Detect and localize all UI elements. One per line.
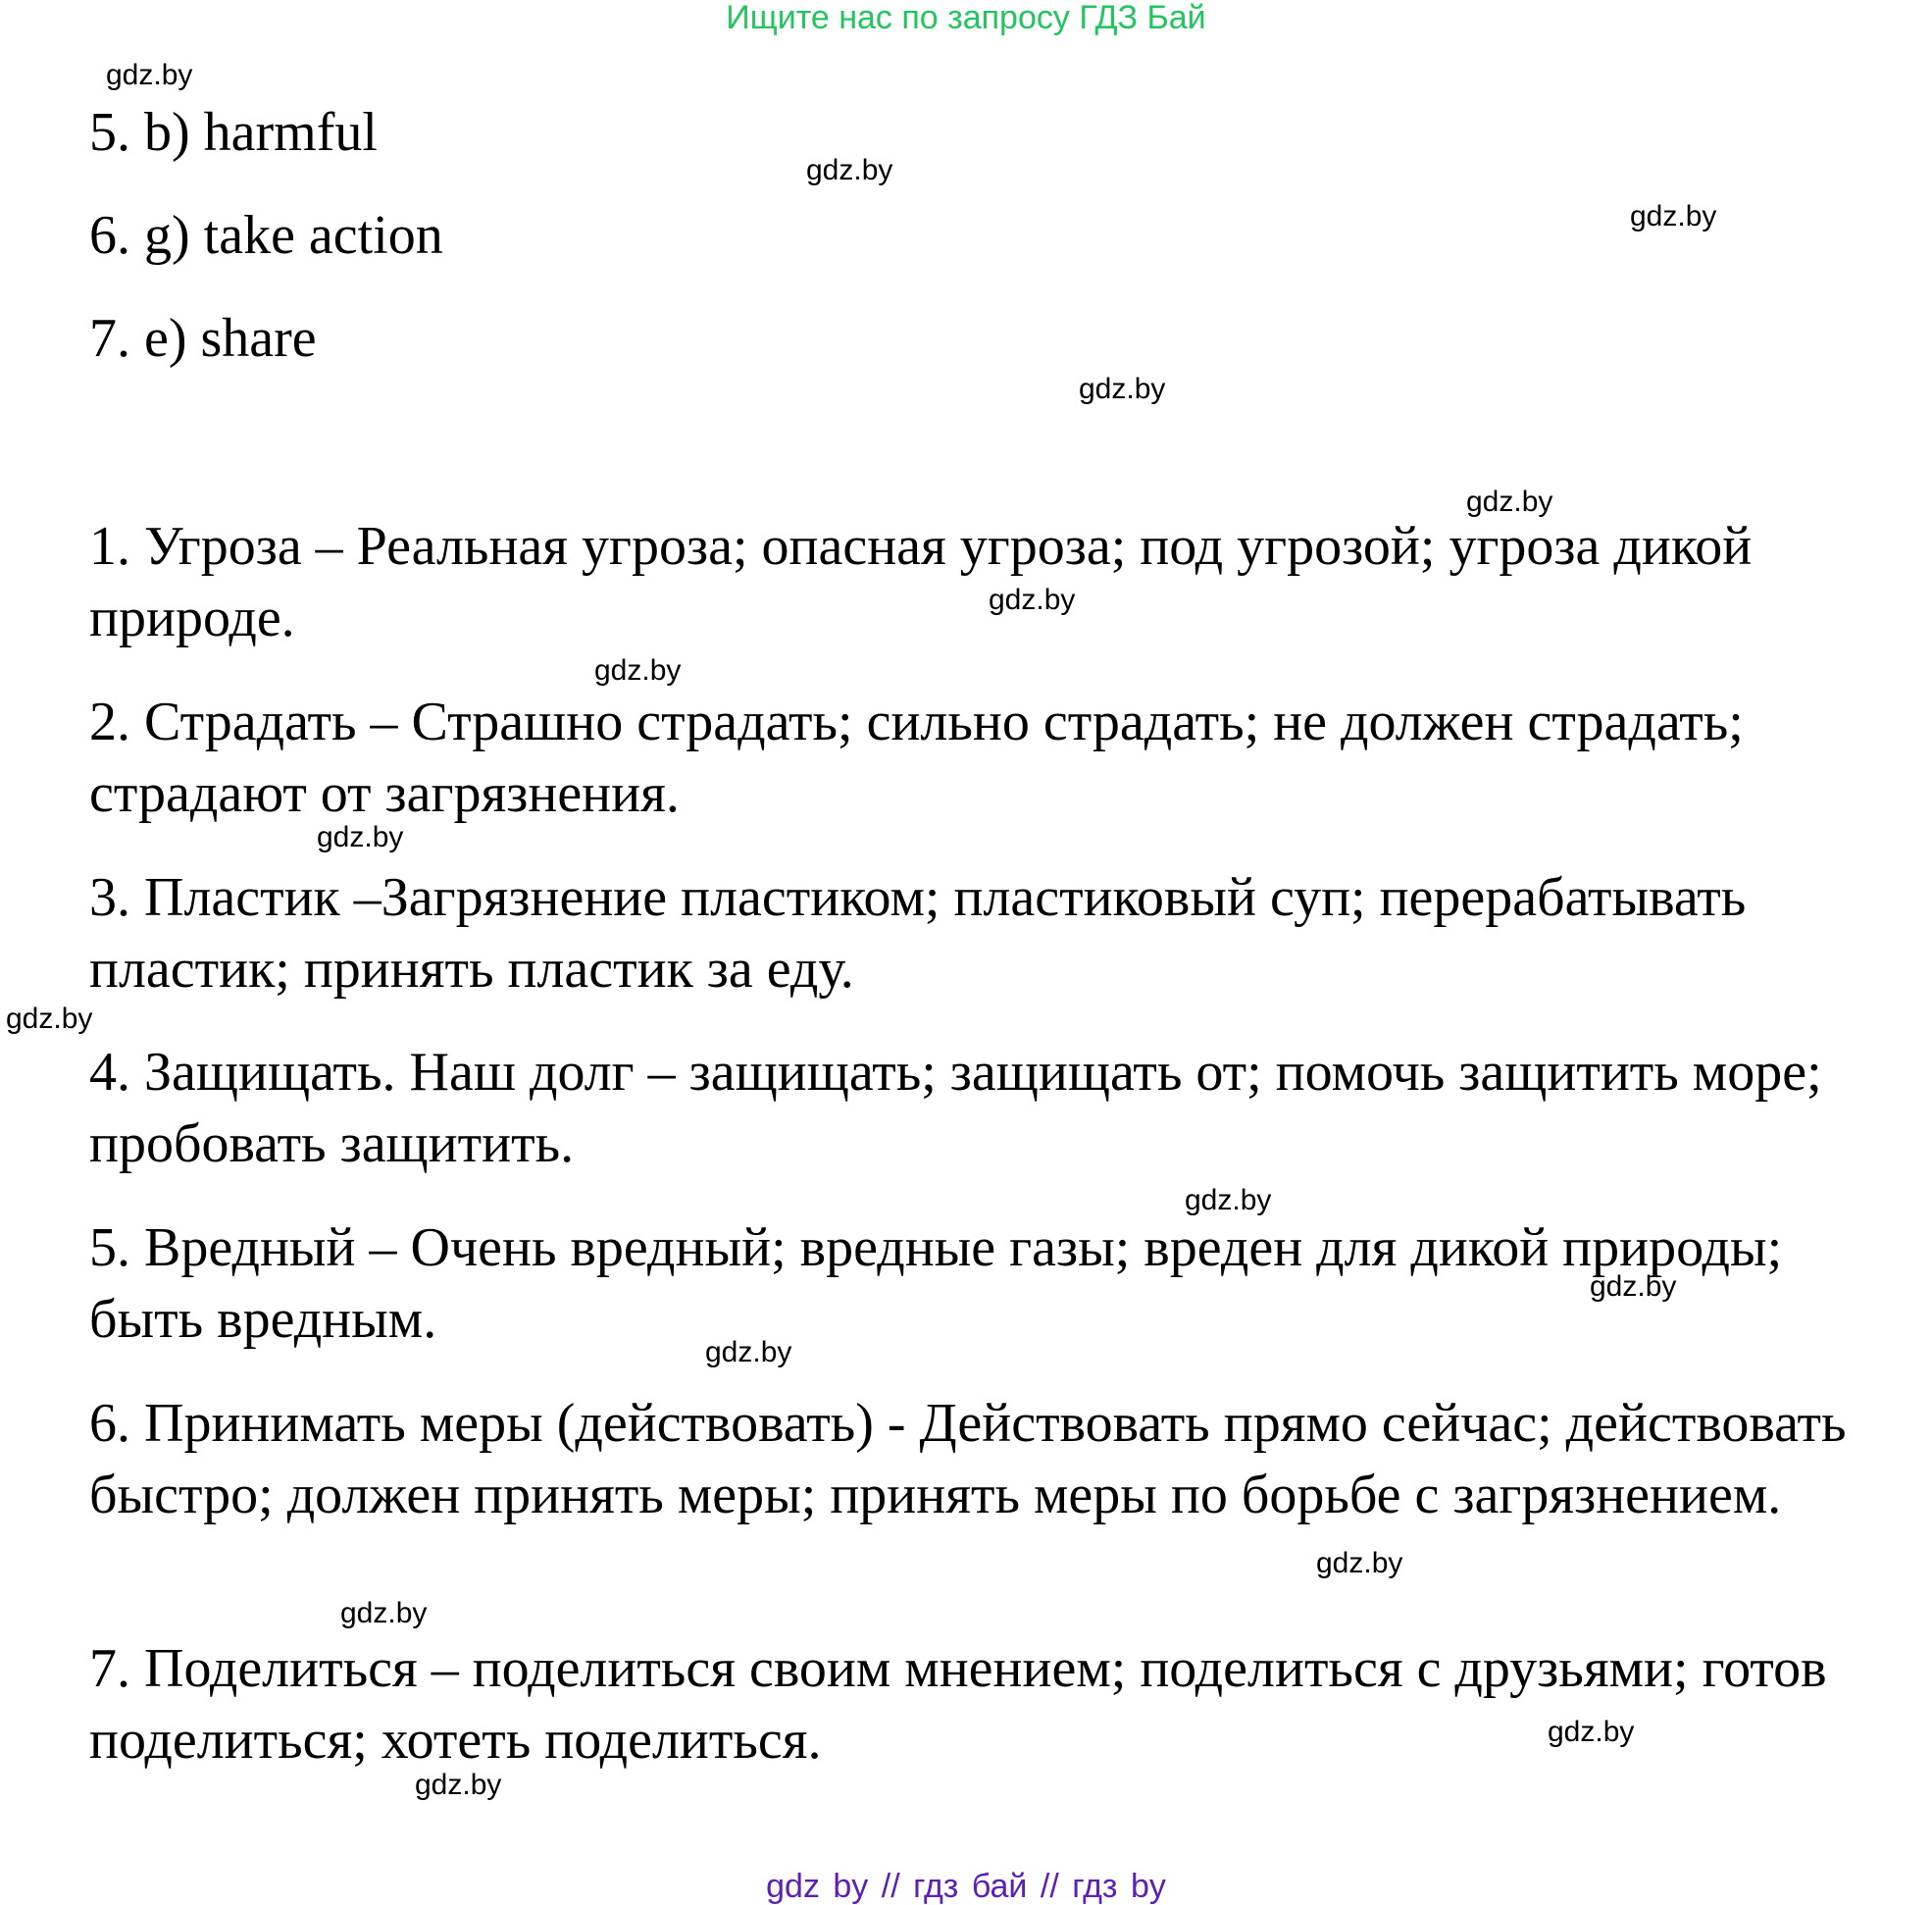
watermark: gdz.by bbox=[6, 1003, 93, 1035]
watermark: gdz.by bbox=[415, 1769, 502, 1801]
watermark: gdz.by bbox=[340, 1597, 428, 1629]
answer-ru: 4. Защищать. Наш долг – защищать; защищать от; помочь защитить море; пробовать защитить. bbox=[89, 1042, 1822, 1174]
answer-en: 5. b) harmful bbox=[89, 102, 378, 163]
top-banner: Ищите нас по запросу ГДЗ Бай bbox=[726, 0, 1206, 36]
watermark: gdz.by bbox=[989, 584, 1076, 616]
answer-en: 6. g) take action bbox=[89, 205, 443, 266]
footer-links: gdz by // гдз бай // гдз by bbox=[766, 1868, 1166, 1905]
watermark: gdz.by bbox=[1079, 373, 1166, 405]
watermark: gdz.by bbox=[1630, 200, 1717, 232]
answer-ru: 3. Пластик –Загрязнение пластиком; пластиковый суп; перерабатывать пластик; принять пластик за еду. bbox=[89, 867, 1747, 1000]
watermark: gdz.by bbox=[1590, 1270, 1677, 1303]
watermark: gdz.by bbox=[705, 1336, 792, 1368]
watermark: gdz.by bbox=[1316, 1547, 1403, 1579]
watermark: gdz.by bbox=[317, 821, 404, 853]
answer-ru: 6. Принимать меры (действовать) - Действовать прямо сейчас; действовать быстро; должен принять меры; принять меры по борьбе с загрязнением. bbox=[89, 1393, 1847, 1525]
answer-ru: 5. Вредный – Очень вредный; вредные газы; вреден для дикой природы; быть вредным. bbox=[89, 1217, 1783, 1350]
answer-ru: 7. Поделиться – поделиться своим мнением; поделиться с друзьями; готов поделиться; хотеть поделиться. bbox=[89, 1638, 1827, 1771]
answer-ru: 1. Угроза – Реальная угроза; опасная угроза; под угрозой; угроза дикой природе. bbox=[89, 516, 1753, 648]
watermark: gdz.by bbox=[106, 59, 193, 91]
watermark: gdz.by bbox=[1185, 1184, 1272, 1216]
answer-en: 7. e) share bbox=[89, 308, 317, 369]
watermark: gdz.by bbox=[1466, 486, 1553, 518]
watermark: gdz.by bbox=[1548, 1716, 1635, 1748]
watermark: gdz.by bbox=[594, 654, 682, 687]
watermark: gdz.by bbox=[806, 154, 893, 186]
answer-ru: 2. Страдать – Страшно страдать; сильно страдать; не должен страдать; страдают от загрязнения. bbox=[89, 692, 1744, 824]
